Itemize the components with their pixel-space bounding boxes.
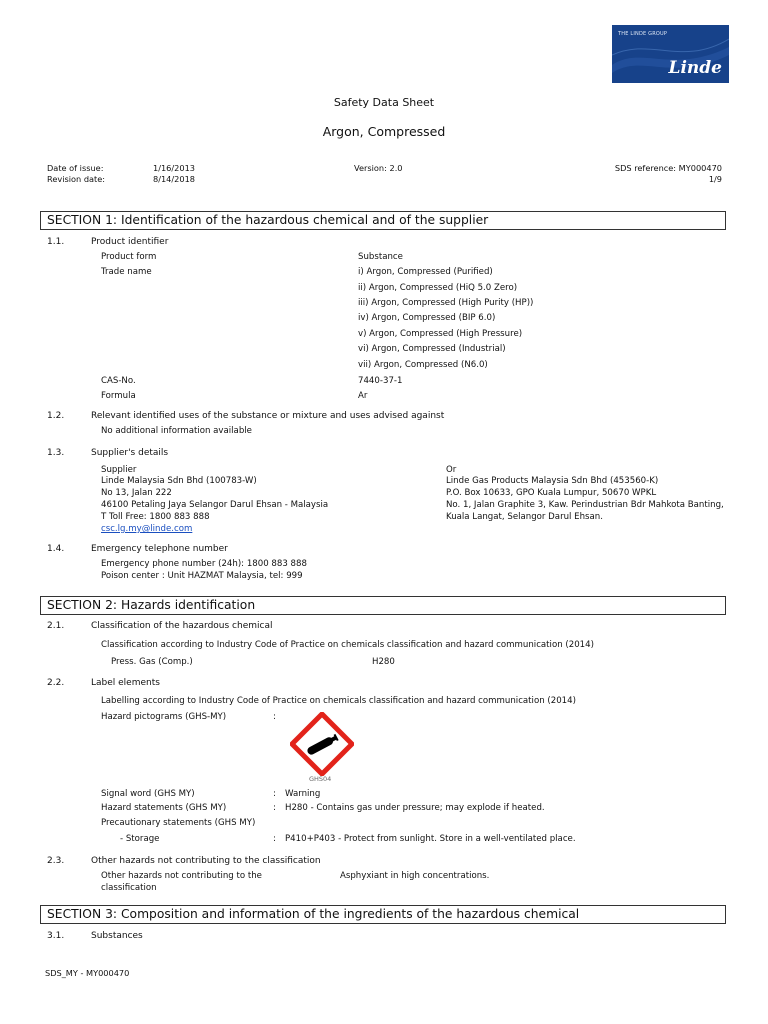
date-of-issue-label: Date of issue: <box>47 163 104 173</box>
supplier-line: Supplier <box>101 465 137 475</box>
hazard-statements-value: H280 - Contains gas under pressure; may explode if heated. <box>285 803 545 813</box>
subsection-title: Supplier's details <box>91 448 169 458</box>
product-form-label: Product form <box>101 252 157 262</box>
storage-label: - Storage <box>120 834 160 844</box>
classification-text: Classification according to Industry Code of Practice on chemicals classification and hazard communication (2014) <box>101 640 594 650</box>
classification-name: Press. Gas (Comp.) <box>111 657 193 667</box>
colon: : <box>273 803 276 813</box>
emergency-line: Emergency phone number (24h): 1800 883 888 <box>101 559 307 569</box>
subsection-number: 1.3. <box>47 448 65 458</box>
subsection-title: Relevant identified uses of the substance or mixture and uses advised against <box>91 411 445 421</box>
subsection-title: Product identifier <box>91 237 169 247</box>
hazard-statements-label: Hazard statements (GHS MY) <box>101 803 227 813</box>
revision-date-label: Revision date: <box>47 174 106 184</box>
version-value: 2.0 <box>389 163 403 173</box>
subsection-number: 3.1. <box>47 931 65 941</box>
product-form-value: Substance <box>358 252 403 262</box>
sds-reference-label: SDS reference: <box>614 163 677 173</box>
precautionary-label: Precautionary statements (GHS MY) <box>101 818 256 828</box>
labelling-text: Labelling according to Industry Code of Practice on chemicals classification and hazard communication (2014) <box>101 696 576 706</box>
trade-name: ii) Argon, Compressed (HiQ 5.0 Zero) <box>358 283 518 293</box>
other-hazards-label: classification <box>101 883 157 893</box>
version-label: Version: <box>354 163 387 173</box>
trade-name-label: Trade name <box>101 267 152 277</box>
logo-brand-text: Linde <box>668 58 722 78</box>
section-3-header: SECTION 3: Composition and information of the ingredients of the hazardous chemical <box>40 905 726 924</box>
supplier-alt-line: Kuala Langat, Selangor Darul Ehsan. <box>446 512 603 522</box>
document-type: Safety Data Sheet <box>333 96 435 109</box>
date-of-issue-value: 1/16/2013 <box>153 163 195 173</box>
logo-group-text: THE LINDE GROUP <box>618 31 668 37</box>
page-number: 1/9 <box>708 174 722 184</box>
subsection-title: Classification of the hazardous chemical <box>91 621 273 631</box>
trade-name: v) Argon, Compressed (High Pressure) <box>358 329 523 339</box>
linde-logo <box>612 25 729 83</box>
sds-reference-value: MY000470 <box>678 163 722 173</box>
trade-name: iv) Argon, Compressed (BIP 6.0) <box>358 313 496 323</box>
supplier-alt-line: Linde Gas Products Malaysia Sdn Bhd (453560-K) <box>446 476 659 486</box>
colon: : <box>273 712 276 722</box>
subsection-number: 2.2. <box>47 678 65 688</box>
emergency-line: Poison center : Unit HAZMAT Malaysia, tel: 999 <box>101 571 303 581</box>
other-hazards-value: Asphyxiant in high concentrations. <box>340 871 490 881</box>
supplier-email-link[interactable]: csc.lg.my@linde.com <box>101 524 193 534</box>
subsection-number: 2.1. <box>47 621 65 631</box>
section-1-header: SECTION 1: Identification of the hazardous chemical and of the supplier <box>40 211 726 230</box>
gas-cylinder-hazard-icon <box>290 712 354 776</box>
colon: : <box>273 789 276 799</box>
supplier-line: 46100 Petaling Jaya Selangor Darul Ehsan - Malaysia <box>101 500 329 510</box>
supplier-alt-line: P.O. Box 10633, GPO Kuala Lumpur, 50670 WPKL <box>446 488 657 498</box>
signal-word-label: Signal word (GHS MY) <box>101 789 195 799</box>
supplier-alt-line: Or <box>446 465 457 475</box>
trade-name: i) Argon, Compressed (Purified) <box>358 267 493 277</box>
ghs-code: GHS04 <box>309 775 332 783</box>
supplier-line: Linde Malaysia Sdn Bhd (100783-W) <box>101 476 257 486</box>
subsection-number: 1.4. <box>47 544 65 554</box>
storage-value: P410+P403 - Protect from sunlight. Store in a well-ventilated place. <box>285 834 576 844</box>
revision-date-value: 8/14/2018 <box>153 174 195 184</box>
cas-value: 7440-37-1 <box>358 376 403 386</box>
classification-code: H280 <box>372 657 395 667</box>
formula-value: Ar <box>358 391 368 401</box>
subsection-title: Other hazards not contributing to the classification <box>91 856 321 866</box>
footer-reference: SDS_MY - MY000470 <box>45 968 130 978</box>
subsection-number: 2.3. <box>47 856 65 866</box>
uses-text: No additional information available <box>101 426 252 436</box>
subsection-title: Label elements <box>91 678 160 688</box>
pictograms-label: Hazard pictograms (GHS-MY) <box>101 712 227 722</box>
section-2-header: SECTION 2: Hazards identification <box>40 596 726 615</box>
trade-name: vi) Argon, Compressed (Industrial) <box>358 344 506 354</box>
colon: : <box>273 834 276 844</box>
signal-word-value: Warning <box>285 789 321 799</box>
supplier-alt-line: No. 1, Jalan Graphite 3, Kaw. Perindustrian Bdr Mahkota Banting, <box>446 500 724 510</box>
product-title: Argon, Compressed <box>322 124 446 139</box>
subsection-title: Substances <box>91 931 143 941</box>
other-hazards-label: Other hazards not contributing to the <box>101 871 262 881</box>
supplier-line: No 13, Jalan 222 <box>101 488 172 498</box>
trade-name: iii) Argon, Compressed (High Purity (HP)) <box>358 298 534 308</box>
trade-name: vii) Argon, Compressed (N6.0) <box>358 360 488 370</box>
subsection-number: 1.2. <box>47 411 65 421</box>
cas-label: CAS-No. <box>101 376 136 386</box>
subsection-title: Emergency telephone number <box>91 544 228 554</box>
supplier-line: T Toll Free: 1800 883 888 <box>101 512 210 522</box>
formula-label: Formula <box>101 391 136 401</box>
subsection-number: 1.1. <box>47 237 65 247</box>
